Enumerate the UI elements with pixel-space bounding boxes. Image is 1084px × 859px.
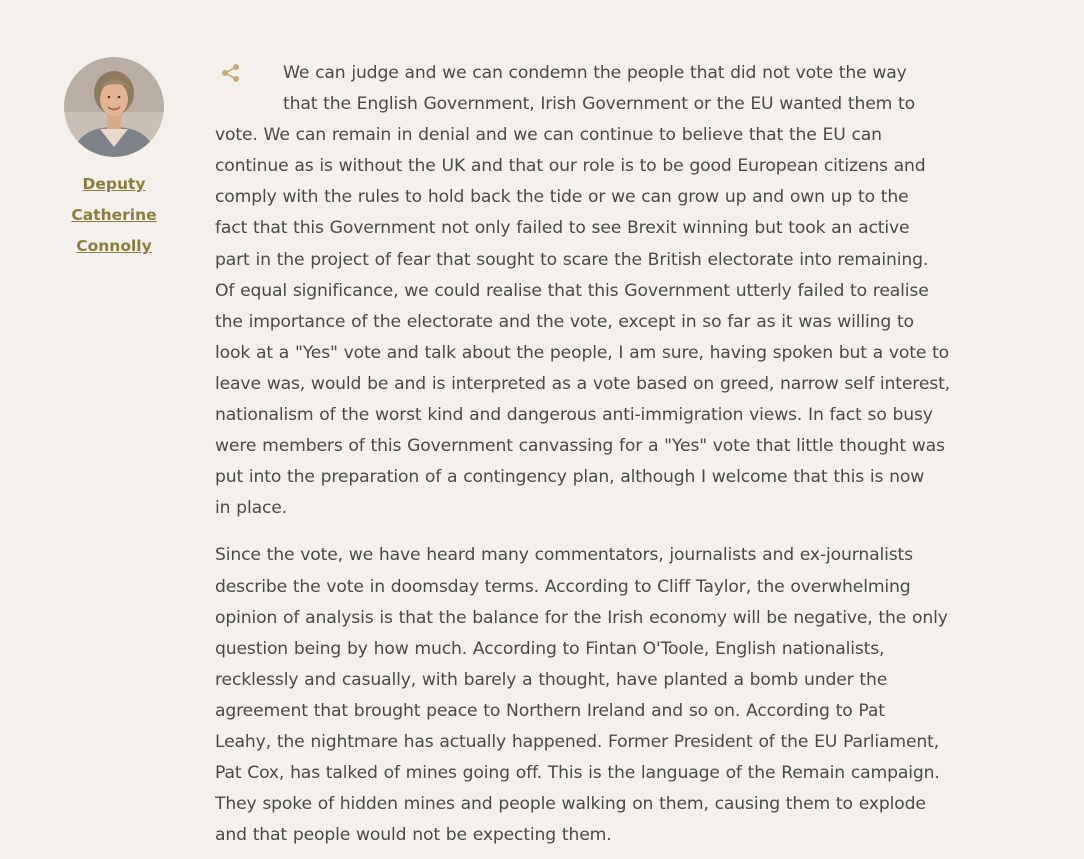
paragraph-line: agreement that brought peace to Northern Ireland and so on. According to Pat — [215, 700, 885, 721]
paragraph-line: put into the preparation of a contingency plan, although I welcome that this is now — [215, 467, 925, 488]
paragraph-line: that the English Government, Irish Government or the EU wanted them to — [283, 94, 916, 115]
paragraph-line: the importance of the electorate and the vote, except in so far as it was willing to — [215, 311, 914, 332]
paragraph-line: Pat Cox, has talked of mines going off. This is the language of the Remain campaign. — [215, 763, 940, 784]
paragraph-line: part in the project of fear that sought to scare the British electorate into remaining. — [215, 249, 929, 270]
speech-content — [215, 58, 1043, 859]
speech-paragraph-2 — [215, 540, 1043, 851]
paragraph-line: recklessly and casually, with barely a thought, have planted a bomb under the — [215, 669, 888, 690]
speaker-name-line-1: Deputy — [82, 175, 146, 193]
paragraph-line: fact that this Government not only failed to see Brexit winning but took an active — [215, 218, 910, 239]
speech-paragraph-1 — [215, 58, 1043, 524]
speaker-block — [54, 57, 174, 262]
paragraph-line: Of equal significance, we could realise that this Government utterly failed to realise — [215, 280, 929, 301]
paragraph-line: nationalism of the worst kind and dangerous anti-immigration views. In fact so busy — [215, 405, 933, 426]
speaker-name-line-2: Catherine — [71, 206, 157, 224]
paragraph-line: question being by how much. According to Fintan O'Toole, English nationalists, — [215, 638, 885, 659]
paragraph-line: continue as is without the UK and that our role is to be good European citizens and — [215, 156, 926, 177]
paragraph-line: We can judge and we can condemn the people that did not vote the way — [283, 63, 907, 83]
speaker-avatar[interactable] — [64, 57, 164, 157]
paragraph-line: were members of this Government canvassing for a "Yes" vote that little thought was — [215, 436, 945, 457]
paragraph-line: Since the vote, we have heard many commentators, journalists and ex-journalists — [215, 545, 913, 566]
speaker-name-link[interactable] — [54, 169, 174, 262]
paragraph-line: opinion of analysis is that the balance for the Irish economy will be negative, the only — [215, 607, 948, 628]
paragraph-line: look at a "Yes" vote and talk about the people, I am sure, having spoken but a vote to — [215, 342, 950, 363]
paragraph-line: vote. We can remain in denial and we can continue to believe that the EU can — [215, 125, 882, 146]
paragraph-line: Leahy, the nightmare has actually happened. Former President of the EU Parliament, — [215, 731, 940, 752]
paragraph-line: They spoke of hidden mines and people walking on them, causing them to explode — [215, 794, 926, 815]
paragraph-line: in place. — [215, 498, 287, 519]
paragraph-line: leave was, would be and is interpreted as a vote based on greed, narrow self interest, — [215, 373, 950, 394]
paragraph-line: describe the vote in doomsday terms. According to Cliff Taylor, the overwhelming — [215, 576, 911, 597]
speaker-name-line-3: Connolly — [76, 237, 152, 255]
paragraph-line: and that people would not be expecting them. — [215, 825, 612, 846]
paragraph-line: comply with the rules to hold back the tide or we can grow up and own up to the — [215, 187, 909, 208]
